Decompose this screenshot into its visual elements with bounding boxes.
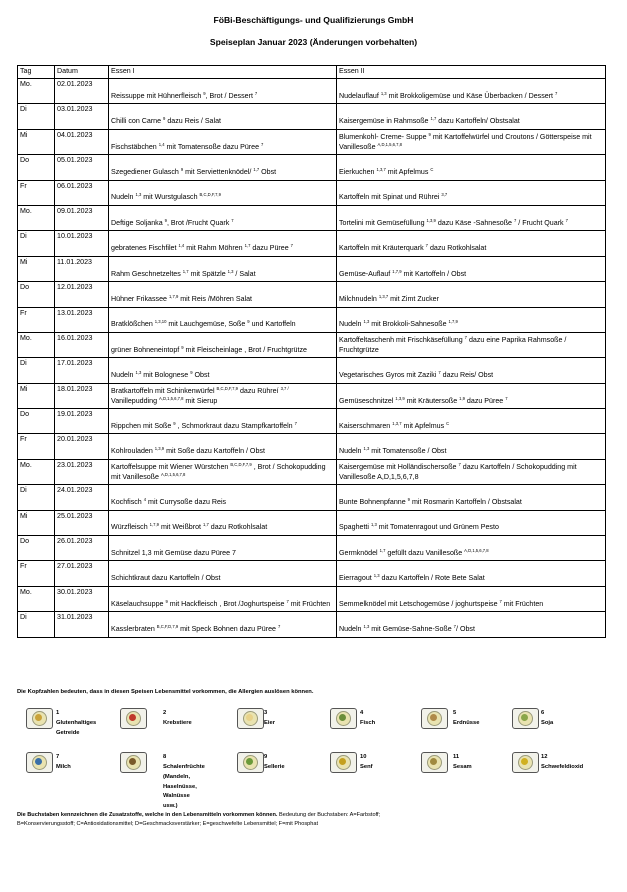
meal-2-cell: Bunte Bohnenpfanne $^9$ mit Rosmarin Kartoffeln / Obstsalat [337,485,606,510]
meal-2-cell: Kaiserschmaren $^{1,3,7}$ mit Apfelmus $^C$ [337,409,606,434]
table-row [18,586,606,611]
menu-table [17,65,606,638]
meal-2-cell: Gemüseschnitzel $^{1,3,9}$ mit Kräutersoße $^{1,9}$ dazu Püree $^7$ [337,383,606,408]
date-cell: 09.01.2023 [55,205,109,230]
table-row [18,205,606,230]
table-row [18,434,606,459]
allergen-label: 10 Senf [360,754,373,770]
meal-1-cell: Kochfisch $^4$ mit Currysoße dazu Reis [109,485,337,510]
meal-2-cell: Vegetarisches Gyros mit Zaziki $^7$ dazu Reis/ Obst [337,358,606,383]
allergen-symbol-core [339,714,346,721]
date-cell: 02.01.2023 [55,79,109,104]
allergen-label: 8 Schalenfrüchte (Mandeln, Haselnüsse, Walnüsse usw.) [163,754,205,810]
date-cell: 05.01.2023 [55,155,109,180]
meal-1-cell: Kartoffelsuppe mit Wiener Würstchen $^{B,C,D,F,7,9}$ , Brot / Schokopudding mit Vanillesoße $^{A,D,1,5,6,7,8}$ [109,459,337,484]
peanut-icon [421,708,448,729]
allergen-label: 1 Glutenhaltiges Getreide [56,710,97,736]
table-row [18,358,606,383]
date-cell: 31.01.2023 [55,612,109,637]
meal-2-cell: Tortelini mit Gemüsefüllung $^{1,3,9}$ dazu Käse -Sahnesoße $^7$ / Frucht Quark $^7$ [337,205,606,230]
meal-2-cell: Milchnudeln $^{1,3,7}$ mit Zimt Zucker [337,282,606,307]
day-cell: Do [18,536,55,561]
col-header-date: Datum [55,66,109,79]
day-cell: Mo. [18,79,55,104]
table-row [18,485,606,510]
date-cell: 12.01.2023 [55,282,109,307]
day-cell: Mo. [18,205,55,230]
date-cell: 30.01.2023 [55,586,109,611]
date-cell: 19.01.2023 [55,409,109,434]
day-cell: Mi [18,383,55,408]
meal-2-cell: Kartoffeltaschenh mit Frischkäsefüllung $^7$ dazu eine Paprika Rahmsoße / Fruchtgrütze [337,332,606,357]
egg-icon [237,708,264,729]
day-cell: Fr [18,434,55,459]
day-cell: Do [18,409,55,434]
day-cell: Mi [18,256,55,281]
meal-1-cell: Bratkartoffeln mit Schinkenwürfel $^{B,C,D,F,7,9}$ dazu Rühreí $^{3,7 /}$ Vanillepudding $^{A,D,1,5,6,7,8}$ mit Sierup [109,383,337,408]
day-cell: Mo. [18,459,55,484]
allergen-label: 11 Sesam [453,754,472,770]
allergen-label: 3 Eier [264,710,275,726]
allergen-symbol-core [246,758,253,765]
meal-2-cell: Nudeln $^{1,3}$ mit Gemüse-Sahne-Soße $^7$/ Obst [337,612,606,637]
date-cell: 10.01.2023 [55,231,109,256]
col-header-day: Tag [18,66,55,79]
day-cell: Di [18,485,55,510]
date-cell: 26.01.2023 [55,536,109,561]
allergen-label: 12 Schwefeldioxid [541,754,584,770]
additives-note-line1: Bedeutung der Buchstaben: A=Farbstoff; [277,812,381,818]
table-row [18,409,606,434]
table-row [18,282,606,307]
sulfur-icon [512,752,539,773]
meal-1-cell: Schichtkraut dazu Kartoffeln / Obst [109,561,337,586]
date-cell: 06.01.2023 [55,180,109,205]
date-cell: 11.01.2023 [55,256,109,281]
table-row [18,256,606,281]
meal-2-cell: Kaisergemüse mit Holländischersoße $^7$ dazu Kartoffeln / Schokopudding mit Vanillesoße A,D,1,5,6,7,8 [337,459,606,484]
meal-1-cell: Kasslerbraten $^{B,C,F,D,7,9}$ mit Speck Bohnen dazu Püree $^7$ [109,612,337,637]
date-cell: 03.01.2023 [55,104,109,129]
meal-1-cell: gebratenes Fischfilet $^{1,4}$ mit Rahm Möhren $^{1,7}$ dazu Püree $^7$ [109,231,337,256]
allergen-symbol-core [521,758,528,765]
table-header-row [18,66,606,79]
meal-2-cell: Eierragout $^{1,3}$ dazu Kartoffeln / Rote Bete Salat [337,561,606,586]
date-cell: 27.01.2023 [55,561,109,586]
menu-subtitle: Speiseplan Januar 2023 (Änderungen vorbehalten) [209,37,418,47]
allergen-label: 6 Soja [541,710,554,726]
meal-1-cell: Bratklößchen $^{1,3,10}$ mit Lauchgemüse, Soße $^9$ und Kartoffeln [109,307,337,332]
allergen-label: 2 Krebstiere [163,710,192,726]
day-cell: Fr [18,180,55,205]
nut-icon [120,752,147,773]
additives-note [17,811,380,828]
day-cell: Di [18,612,55,637]
allergen-symbol-core [35,714,42,721]
allergen-symbol-core [339,758,346,765]
meal-2-cell: Kaisergemüse in Rahmsoße $^{1,7}$ dazu Kartoffeln/ Obstsalat [337,104,606,129]
allergen-symbol-core [129,758,136,765]
allergen-label: 5 Erdnüsse [453,710,480,726]
table-row [18,536,606,561]
table-row [18,612,606,637]
meal-1-cell: Nudeln $^{1,3}$ mit Bolognese $^9$ Obst [109,358,337,383]
meal-2-cell: Nudeln $^{1,3}$ mit Brokkoli-Sahnesoße $^{1,7,9}$ [337,307,606,332]
day-cell: Do [18,155,55,180]
wheat-icon [26,708,53,729]
meal-2-cell: Kartoffeln mit Kräuterquark $^7$ dazu Rotkohlsalat [337,231,606,256]
meal-1-cell: grüner Bohneneintopf $^9$ mit Fleischeinlage , Brot / Fruchtgrütze [109,332,337,357]
day-cell: Mo. [18,332,55,357]
additives-note-line2: B=Konservierungsstoff; C=Antioxidationsmittel; D=Geschmacksverstärker; E=geschwefelte Lebensmittel; F=mit Phosphat [17,820,319,827]
allergen-label: 4 Fisch [360,710,376,726]
additives-note-bold: Die Buchstaben kennzeichnen die Zusatzstoffe, welche in den Lebensmitteln vorkommen können. [17,812,278,818]
fish-icon [330,708,357,729]
day-cell: Do [18,282,55,307]
meal-1-cell: Reissuppe mit Hühnerfleisch $^9$, Brot / Dessert $^7$ [109,79,337,104]
meal-1-cell: Fischstäbchen $^{1,4}$ mit Tomatensoße dazu Püree $^7$ [109,129,337,154]
table-row [18,155,606,180]
allergen-symbol-core [129,714,136,721]
day-cell: Di [18,104,55,129]
col-header-meal-1: Essen I [109,66,337,79]
date-cell: 25.01.2023 [55,510,109,535]
allergen-symbol-core [35,758,42,765]
allergen-label: 7 Milch [56,754,71,770]
celery-icon [237,752,264,773]
allergen-symbol-core [430,758,437,765]
table-row [18,332,606,357]
date-cell: 16.01.2023 [55,332,109,357]
date-cell: 23.01.2023 [55,459,109,484]
meal-1-cell: Rahm Geschnetzeltes $^{1,7}$ mit Spätzle $^{1,3}$ / Salat [109,256,337,281]
table-row [18,231,606,256]
meal-2-cell: Eierkuchen $^{1,3,7}$ mit Apfelmus $^C$ [337,155,606,180]
day-cell: Di [18,231,55,256]
allergen-symbol-core [246,714,253,721]
date-cell: 20.01.2023 [55,434,109,459]
allergen-symbol-core [521,714,528,721]
meal-1-cell: Kohlrouladen $^{1,3,9}$ mit Soße dazu Kartoffeln / Obst [109,434,337,459]
meal-2-cell: Blumenkohl- Creme- Suppe $^9$ mit Kartoffelwürfel und Croutons / Götterspeise mit Vanillesoße $^{A,D,1,5,6,7,8}$ [337,129,606,154]
day-cell: Fr [18,561,55,586]
meal-1-cell: Schnitzel 1,3 mit Gemüse dazu Püree 7 [109,536,337,561]
meal-1-cell: Rippchen mit Soße $^9$ , Schmorkraut dazu Stampfkartoffeln $^7$ [109,409,337,434]
day-cell: Mi [18,129,55,154]
meal-1-cell: Szegediener Gulasch $^9$ mit Serviettenknödel/ $^{1,7}$ Obst [109,155,337,180]
day-cell: Fr [18,307,55,332]
mustard-icon [330,752,357,773]
allergen-intro: Die Kopfzahlen bedeuten, dass in diesen Speisen Lebensmittel vorkommen, die Allergien auslösen können. [17,689,314,695]
meal-1-cell: Nudeln $^{1,3}$ mit Wurstgulasch $^{B,C,D,F,7,9}$ [109,180,337,205]
table-row [18,307,606,332]
col-header-meal-2: Essen II [337,66,606,79]
meal-1-cell: Würzfleisch $^{1,7,9}$ mit Weißbrot $^{1,7}$ dazu Rotkohlsalat [109,510,337,535]
allergen-symbol-core [430,714,437,721]
meal-2-cell: Spaghetti $^{1,3}$ mit Tomatenragout und Grünem Pesto [337,510,606,535]
meal-2-cell: Germknödel $^{1,7}$ gefüllt dazu Vanillesoße $^{A,D,1,5,6,7,8}$ [337,536,606,561]
table-row [18,510,606,535]
meal-2-cell: Nudeln $^{1,3}$ mit Tomatensoße / Obst [337,434,606,459]
date-cell: 13.01.2023 [55,307,109,332]
table-row [18,79,606,104]
meal-2-cell: Semmelknödel mit Letschogemüse / joghurtspeise $^7$ mit Früchten [337,586,606,611]
crab-icon [120,708,147,729]
meal-2-cell: Gemüse-Auflauf $^{1,7,9}$ mit Kartoffeln / Obst [337,256,606,281]
meal-1-cell: Hühner Frikassee $^{1,7,9}$ mit Reis /Möhren Salat [109,282,337,307]
table-row [18,383,606,408]
date-cell: 18.01.2023 [55,383,109,408]
soy-icon [512,708,539,729]
table-row [18,180,606,205]
table-row [18,459,606,484]
table-row [18,104,606,129]
table-row [18,129,606,154]
day-cell: Mo. [18,586,55,611]
sesame-icon [421,752,448,773]
meal-2-cell: Kartoffeln mit Spinat und Rührei $^{3,7}$ [337,180,606,205]
milk-icon [26,752,53,773]
date-cell: 24.01.2023 [55,485,109,510]
date-cell: 17.01.2023 [55,358,109,383]
company-title: FöBi-Beschäftigungs- und Qualifizierungs GmbH [213,15,414,25]
date-cell: 04.01.2023 [55,129,109,154]
day-cell: Di [18,358,55,383]
meal-1-cell: Käselauchsuppe $^9$ mit Hackfleisch , Brot /Joghurtspeise $^7$ mit Früchten [109,586,337,611]
meal-2-cell: Nudelauflauf $^{1,3}$ mit Brokkoligemüse und Käse Überbacken / Dessert $^7$ [337,79,606,104]
day-cell: Mi [18,510,55,535]
meal-1-cell: Deftige Soljanka $^9$, Brot /Frucht Quark $^7$ [109,205,337,230]
allergen-label: 9 Sellerie [264,754,285,770]
meal-1-cell: Chilli con Carne $^9$ dazu Reis / Salat [109,104,337,129]
table-row [18,561,606,586]
menu-table-body [18,79,606,638]
